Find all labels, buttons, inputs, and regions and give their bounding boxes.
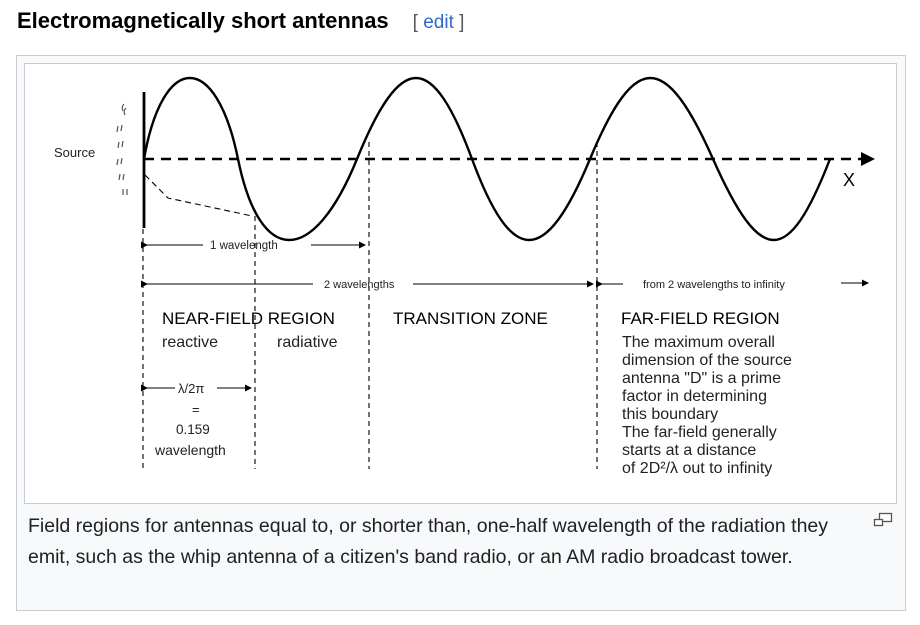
lambda-value: 0.159 [176, 422, 210, 437]
source-wavefront-marks [117, 104, 127, 195]
thumbnail-frame [16, 55, 906, 611]
lambda-equals: = [192, 402, 200, 417]
field-regions-figure[interactable] [24, 63, 897, 504]
far-field-line: The far-field generally [622, 424, 777, 441]
near-field-guide [145, 175, 252, 216]
edit-section [413, 12, 465, 34]
near-field-reactive: reactive [162, 334, 219, 351]
one-wavelength-label: 1 wavelength [210, 240, 278, 252]
source-label: Source [54, 145, 96, 160]
figure-caption: Field regions for antennas equal to, or shorter than, one-half wavelength of the radiation they emit, such as the whip antenna of a citizen's band radio, or an AM radio broadcast tower. [28, 515, 829, 568]
far-field-description [622, 334, 792, 477]
edit-bracket-close: ] [459, 12, 465, 33]
x-axis-arrowhead [861, 152, 875, 166]
section-heading [17, 8, 464, 38]
far-field-line: factor in determining [622, 388, 767, 405]
far-field-line: antenna "D" is a prime [622, 370, 781, 387]
lambda-over-2pi-label: λ/2π [178, 381, 205, 396]
transition-zone-title: TRANSITION ZONE [393, 309, 548, 328]
far-field-line: of 2D²/λ out to infinity [622, 460, 773, 477]
far-field-title: FAR-FIELD REGION [621, 309, 780, 328]
field-regions-diagram [25, 64, 896, 503]
edit-link[interactable]: edit [423, 12, 454, 33]
near-field-radiative: radiative [277, 334, 338, 351]
two-wavelengths-label: 2 wavelengths [324, 279, 395, 291]
section-title: Electromagnetically short antennas [17, 8, 389, 33]
far-field-line: starts at a distance [622, 442, 757, 459]
far-field-line: The maximum overall [622, 334, 775, 351]
near-field-title: NEAR-FIELD REGION [162, 309, 335, 328]
far-range-label: from 2 wavelengths to infinity [643, 279, 785, 291]
far-field-line: dimension of the source [622, 352, 792, 369]
magnify-icon[interactable] [873, 512, 893, 528]
x-axis-label: X [843, 170, 856, 190]
edit-bracket-open: [ [412, 12, 418, 33]
lambda-unit: wavelength [155, 442, 226, 458]
far-field-line: this boundary [622, 406, 719, 423]
